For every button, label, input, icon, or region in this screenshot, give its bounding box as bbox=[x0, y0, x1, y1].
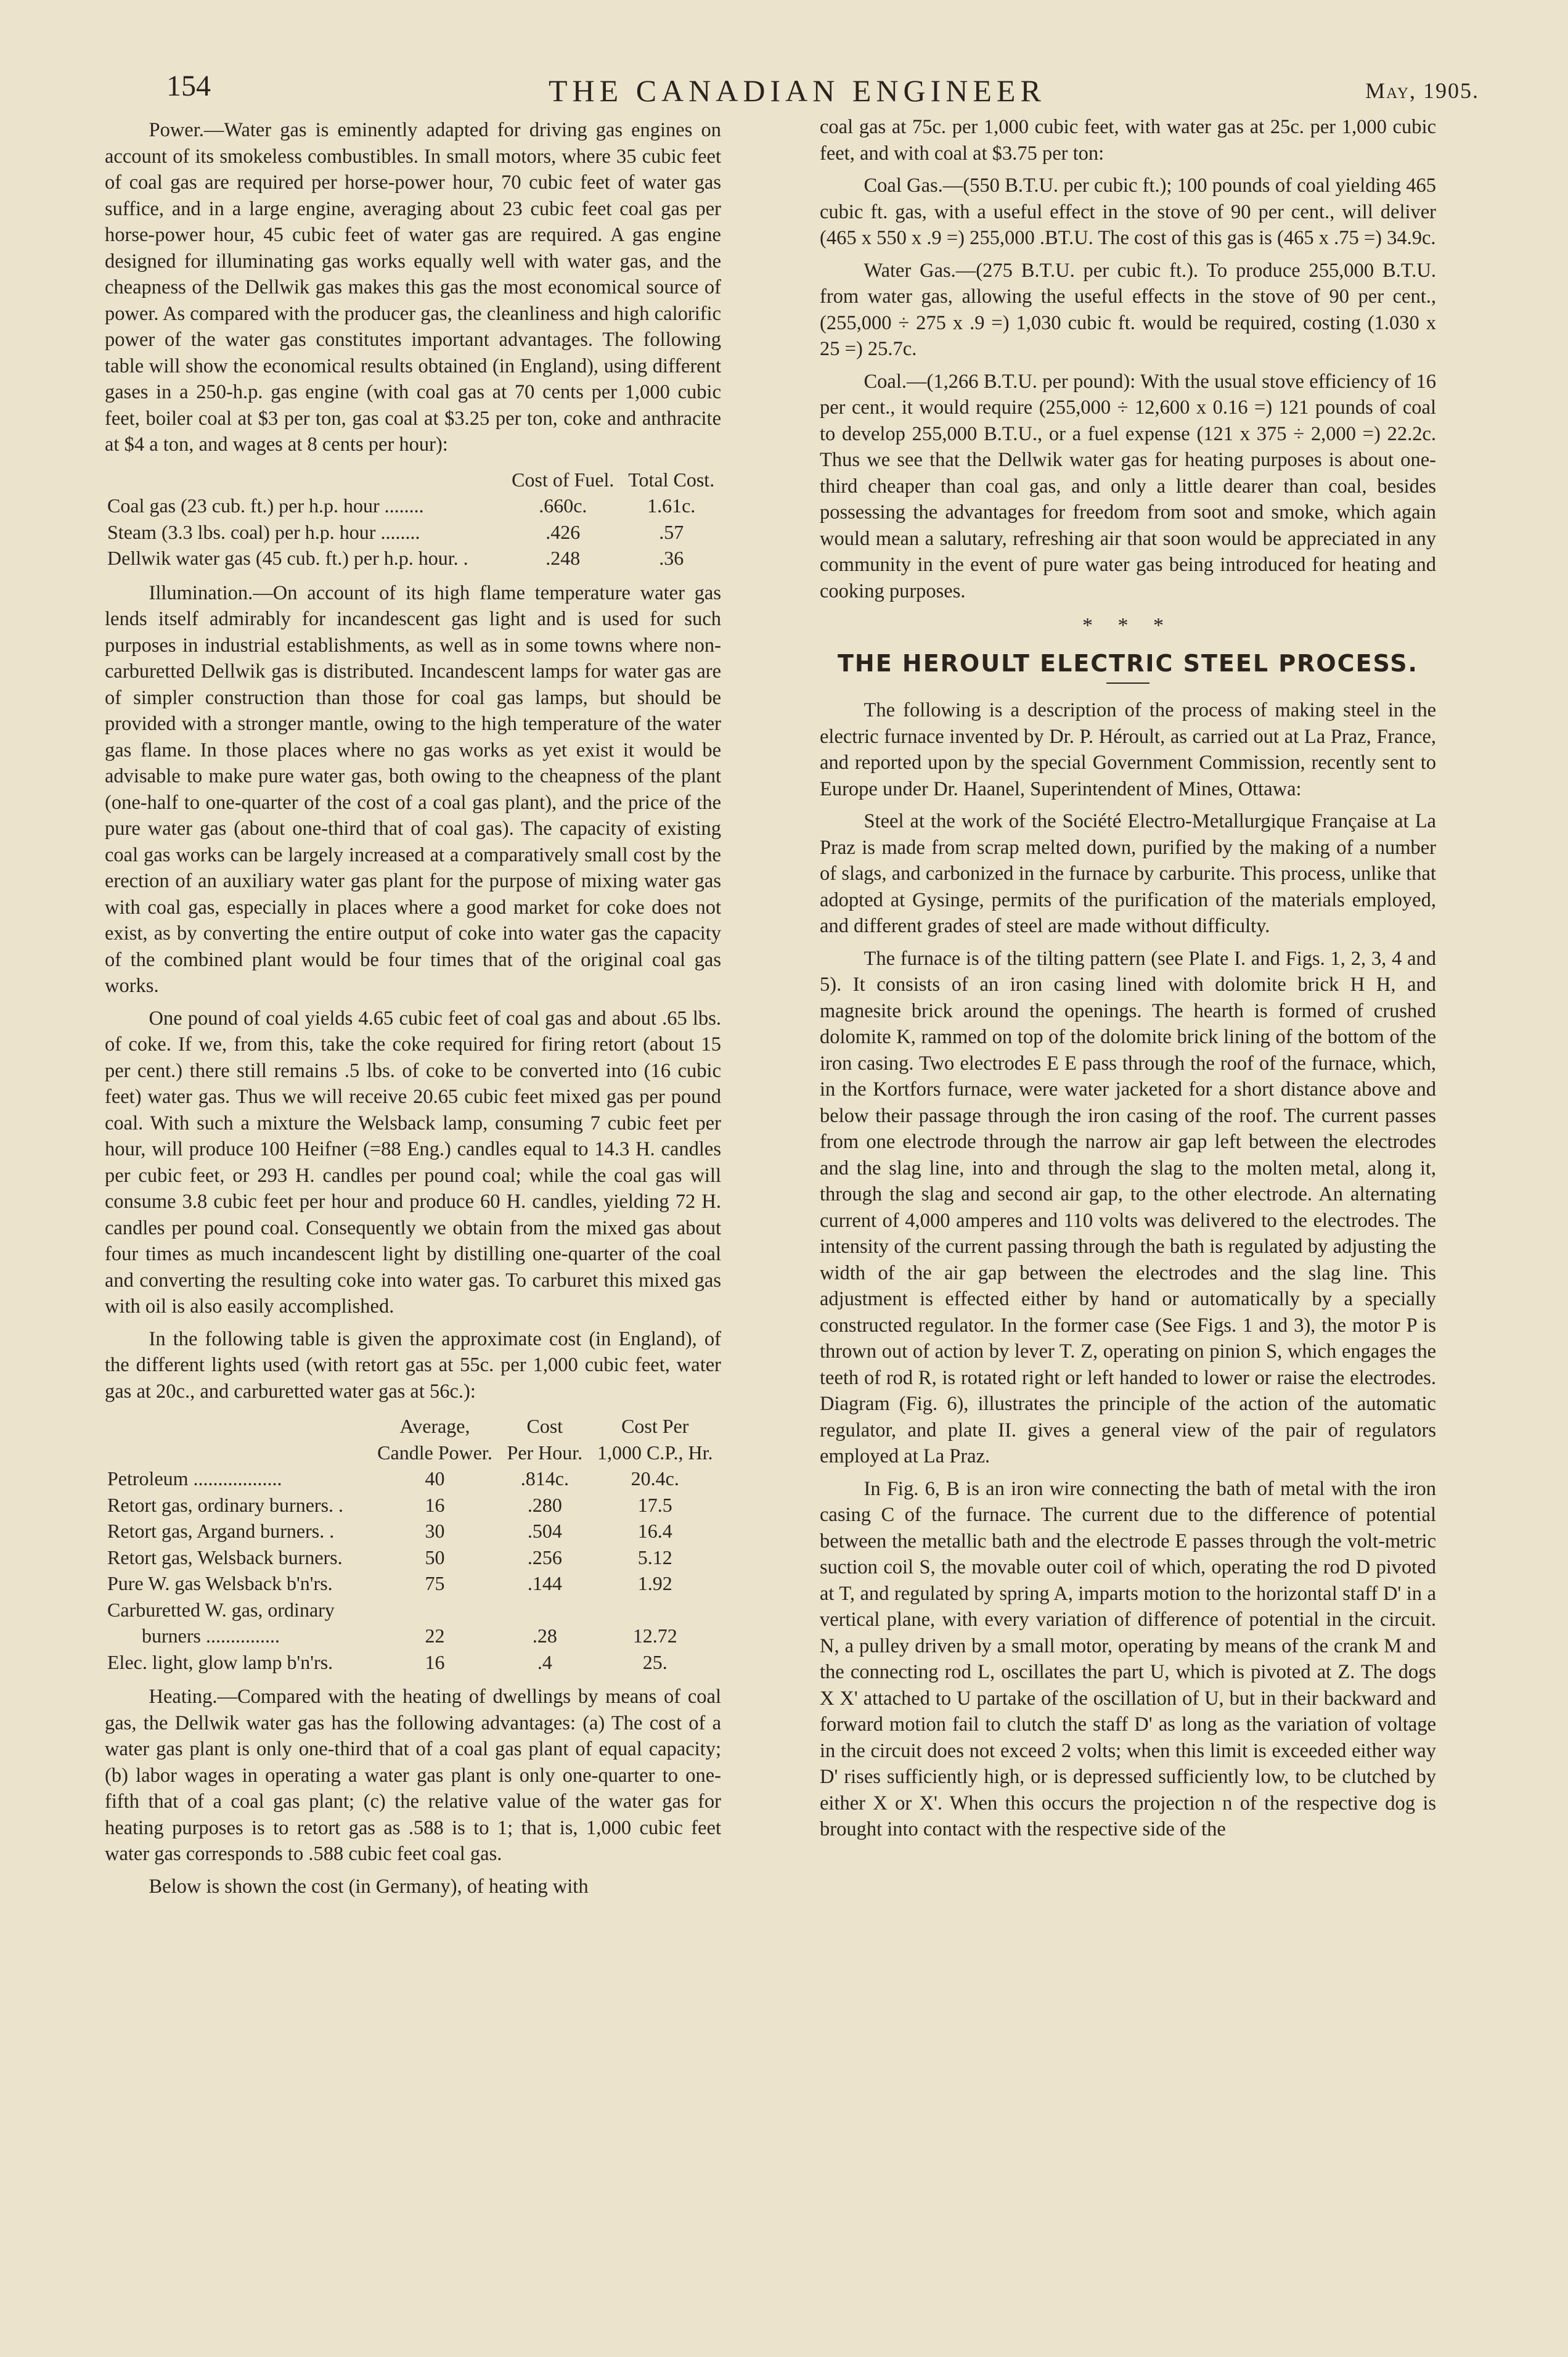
table-cell: 1.61c. bbox=[647, 494, 696, 517]
title-rule bbox=[1106, 683, 1149, 684]
table-row bbox=[105, 519, 721, 546]
table-header-row bbox=[105, 1440, 721, 1466]
table-cell: 25. bbox=[642, 1650, 668, 1673]
table-cell: Elec. light, glow lamp b'n'rs. bbox=[107, 1650, 333, 1673]
table-cell: .504 bbox=[527, 1520, 562, 1542]
table-cell: 30 bbox=[425, 1520, 445, 1542]
table-row bbox=[105, 1465, 721, 1492]
section-divider-stars: * * * bbox=[1082, 614, 1174, 637]
table-cell: .256 bbox=[527, 1546, 562, 1568]
table-cell: Retort gas, Welsback burners. bbox=[107, 1546, 343, 1568]
article-title: THE HEROULT ELECTRIC STEEL PROCESS. bbox=[838, 649, 1418, 677]
paragraph-heating: Heating.—Compared with the heating of dwellings by means of coal gas, the Dellwik water gas has the following advantages: (a) The cost of a water gas plant is only one-third that of a coal gas plant of equal capacity; (b) labor wages in operating a water gas plant is only one-quarter to one-fifth that of a coal gas plant; (c) the relative value of the water gas for heating purposes is to retort gas as .588 is to 1; that is, 1,000 cubic feet water gas corresponds to .588 cubic feet coal gas. bbox=[105, 1686, 721, 1865]
table-cell: Carburetted W. gas, ordinary bbox=[107, 1598, 335, 1621]
table-row bbox=[105, 545, 721, 572]
page-number: 154 bbox=[166, 70, 211, 102]
table-row bbox=[105, 1597, 721, 1623]
paragraph-illumination: Illumination.—On account of its high flame temperature water gas lends itself admirably for incandescent gas light and is used for such purposes in industrial establishments, as well as in some towns where non-carburetted Dellwik gas is distributed. Incandescent lamps for water gas are of simpler construction than those for coal gas lamps, but should be provided with a stronger mantle, owing to the high temperature of the water gas flame. In those places where no gas works as yet exist it would be advisable to make pure water gas, both owing to the cheapness of the plant (one-half to one-quarter of the cost of a coal gas plant), and the price of the pure water gas (about one-third that of coal gas). The capacity of existing coal gas works can be largely increased at a comparatively small cost by the erection of an auxiliary water gas plant for the purpose of mixing water gas with coal gas, especially in places where a good market for coke does not exist, as by converting the entire output of coke into water gas the capacity of the combined plant would be four times that of the original coal gas works. bbox=[105, 581, 721, 997]
table-cell: 16 bbox=[425, 1493, 445, 1516]
table-cell: 22 bbox=[425, 1625, 445, 1647]
paragraph-intro: The following is a description of the process of making steel in the electric furnace invented by Dr. P. Héroult, as carried out at La Praz, France, and reported upon by the special Government Commission, recently sent to Europe under Dr. Haanel, Superintendent of Mines, Ottawa: bbox=[820, 699, 1436, 800]
table-cell: Dellwik water gas (45 cub. ft.) per h.p. hour. . bbox=[107, 547, 468, 569]
table-row bbox=[105, 1518, 721, 1544]
table-cell: .280 bbox=[527, 1493, 562, 1516]
left-column bbox=[105, 117, 721, 1900]
table-row bbox=[105, 1623, 721, 1649]
issue-date: May, 1905. bbox=[1365, 78, 1479, 103]
table-cell: Coal gas (23 cub. ft.) per h.p. hour ........ bbox=[107, 494, 424, 517]
paragraph-power: Power.—Water gas is eminently adapted for driving gas engines on account of its smokeless combustibles. In small motors, where 35 cubic feet of coal gas are required per horse-power hour, 70 cubic feet of water gas suffice, and in a large engine, averaging about 23 cubic feet coal gas per horse-power hour, 45 cubic feet of water gas are required. A gas engine designed for illuminating gas works equally well with water gas, and the cheapness of the Dellwik gas makes this gas the most economical source of power. As compared with the producer gas, the cleanliness and high calorific power of the water gas constitutes important advantages. The following table will show the economical results obtained (in England), using different gases in a 250-h.p. gas engine (with coal gas at 70 cents per 1,000 cubic feet, boiler coal at $3 per ton, gas coal at $3.25 per ton, coke and anthracite at $4 a ton, and wages at 8 cents per hour): bbox=[105, 119, 721, 456]
table-cell: .248 bbox=[545, 547, 581, 569]
table-cell: Retort gas, Argand burners. . bbox=[107, 1520, 335, 1542]
paragraph-below: Below is shown the cost (in Germany), of heating with bbox=[149, 1875, 589, 1898]
table-cell: 17.5 bbox=[637, 1493, 672, 1516]
table-cell: .57 bbox=[659, 520, 684, 543]
table-row bbox=[105, 493, 721, 519]
paragraph-coal: Coal.—(1,266 B.T.U. per pound): With the usual stove efficiency of 16 per cent., it would require (255,000 ÷ 12,600 x 0.16 =) 121 pounds of coal to develop 255,000 B.T.U., or a fuel expense (121 x 375 ÷ 2,000 =) 22.2c. Thus we see that the Dellwik water gas for heating purposes is about one-third cheaper than coal gas, and only a little dearer than coal, besides possessing the advantages for freedom from soot and smoke, which again would mean a salutary, refreshing air that soon would be appreciated in any community in the event of pure water gas being introduced for heating and cooking purposes. bbox=[820, 370, 1436, 602]
paragraph-furnace: The furnace is of the tilting pattern (see Plate I. and Figs. 1, 2, 3, 4 and 5). It consists of an iron casing lined with dolomite brick H H, and magnesite brick around the openings. The hearth is formed of crushed dolomite K, rammed on top of the dolomite brick lining of the bottom of the iron casing. Two electrodes E E pass through the roof of the furnace, which, in the Kortfors furnace, were water jacketed for a short distance above and below their passage through the iron casing of the roof. The current passes from one electrode through the narrow air gap left between the electrodes and the slag line, into and through the slag to the molten metal, along it, through the slag and second air gap, to the other electrode. An alternating current of 4,000 amperes and 110 volts was delivered to the electrodes. The intensity of the current passing through the bath is regulated by adjusting the width of the air gap between the electrodes and the slag line. This adjustment is effected either by hand or automatically by a specially constructed regulator. In the former case (See Figs. 1 and 3), the motor P is thrown out of action by lever T. Z, operating on pinion S, which engages the teeth of rod R, is rotated right or left handed to lower or raise the electrodes. Diagram (Fig. 6), illustrates the principle of the action of the automatic regulator, and plate II. gives a general view of the pair of regulators employed at La Praz. bbox=[820, 947, 1436, 1467]
table-header-row bbox=[105, 1413, 721, 1440]
table-row bbox=[105, 1492, 721, 1519]
table-cell: Steam (3.3 lbs. coal) per h.p. hour ........ bbox=[107, 520, 420, 543]
table-header bbox=[105, 467, 504, 493]
table-row bbox=[105, 1544, 721, 1571]
table-cell: 5.12 bbox=[637, 1546, 672, 1568]
paragraph-coal-yield: One pound of coal yields 4.65 cubic feet of coal gas and about .65 lbs. of coke. If we, from this, take the coke required for firing retort (about 15 per cent.) there still remains .5 lbs. of coke to be converted into (16 cubic feet) water gas. Thus we will receive 20.65 cubic feet mixed gas per pound coal. With such a mixture the Welsback lamp, consuming 7 cubic feet per hour, will produce 100 Heifner (=88 Eng.) candles equal to 14.3 H. candles per cubic feet, or 293 H. candles per pound coal; while the coal gas will consume 3.8 cubic feet per hour and produce 60 H. candles, yielding 72 H. candles per pound coal. Consequently we obtain from the mixed gas about four times as much incandescent light by distilling one-quarter of the coal and converting the resulting coke into water gas. To carburet this mixed gas with oil is also easily accomplished. bbox=[105, 1007, 721, 1318]
fuel-cost-table bbox=[105, 467, 721, 572]
table-cell: 16 bbox=[425, 1650, 445, 1673]
light-cost-table bbox=[105, 1413, 721, 1675]
table-header: Cost bbox=[526, 1415, 563, 1437]
table-cell: 12.72 bbox=[632, 1625, 677, 1647]
table-cell: Petroleum .................. bbox=[107, 1467, 282, 1490]
table-header: Cost of Fuel. bbox=[512, 468, 615, 491]
journal-title: THE CANADIAN ENGINEER bbox=[549, 73, 1046, 108]
table-header: Average, bbox=[399, 1415, 470, 1437]
paragraph-steel: Steel at the work of the Société Electro-Metallurgique Française at La Praz is made from scrap melted down, purified by the making of a number of slags, and carbonized in the furnace by carburite. This process, unlike that adopted at Gysinge, permits of the purification of the materials employed, and different grades of steel are made without difficulty. bbox=[820, 810, 1436, 937]
table-cell: .28 bbox=[532, 1625, 557, 1647]
table-row bbox=[105, 1649, 721, 1676]
table-header: Total Cost. bbox=[628, 468, 715, 491]
table-header: Candle Power. bbox=[377, 1441, 492, 1464]
paragraph-table-intro: In the following table is given the approximate cost (in England), of the different lights used (with retort gas at 55c. per 1,000 cubic feet, water gas at 20c., and carburetted water gas at 56c.): bbox=[105, 1327, 721, 1403]
table-cell: .4 bbox=[537, 1650, 552, 1673]
right-column bbox=[820, 114, 1436, 1843]
table-cell: .426 bbox=[545, 520, 581, 543]
table-cell bbox=[500, 1597, 589, 1623]
table-header bbox=[105, 1413, 369, 1440]
paragraph-fig6: In Fig. 6, B is an iron wire connecting the bath of metal with the iron casing C of the furnace. The current due to the difference of potential between the metallic bath and the electrode E passes through the volt-metric suction coil S, the movable outer coil of which, operating the rod D pivoted at T, and regulated by spring A, imparts motion to the horizontal staff D' in a vertical plane, with every variation of difference of potential in the circuit. N, a pulley driven by a small motor, operating by means of the crank M and the connecting rod L, oscillates the part U, which is pivoted at Z. The dogs X X' attached to U partake of the oscillation of U, but in their backward and forward motion fail to clutch the staff D' as long as the variation of voltage in the circuit does not exceed 2 volts; when this limit is exceeded either way D' rises sufficiently high, or is depressed sufficiently low, to be clutched by either X or X'. When this occurs the projection n of the respective dog is brought into contact with the respective side of the bbox=[820, 1477, 1436, 1840]
table-cell: 20.4c. bbox=[631, 1467, 679, 1490]
table-cell: Pure W. gas Welsback b'n'rs. bbox=[107, 1572, 333, 1594]
page-header bbox=[166, 69, 1479, 112]
table-cell: 50 bbox=[425, 1546, 445, 1568]
table-cell: burners ............... bbox=[142, 1625, 280, 1647]
paragraph-continued: coal gas at 75c. per 1,000 cubic feet, with water gas at 25c. per 1,000 cubic feet, and with coal at $3.75 per ton: bbox=[820, 116, 1436, 165]
table-cell: .660c. bbox=[539, 494, 587, 517]
table-row bbox=[105, 1570, 721, 1597]
table-cell bbox=[369, 1597, 500, 1623]
table-cell: .36 bbox=[659, 547, 684, 569]
table-cell: 40 bbox=[425, 1467, 445, 1490]
table-cell: .144 bbox=[527, 1572, 562, 1594]
table-header: Per Hour. bbox=[507, 1441, 583, 1464]
table-cell bbox=[589, 1597, 721, 1623]
table-cell: 1.92 bbox=[637, 1572, 672, 1594]
table-header: 1,000 C.P., Hr. bbox=[597, 1441, 713, 1464]
paragraph-water-gas: Water Gas.—(275 B.T.U. per cubic ft.). To produce 255,000 B.T.U. from water gas, allowing the useful effects in the stove of 90 per cent., (255,000 ÷ 275 x .9 =) 1,030 cubic ft. would be required, costing (1.030 x 25 =) 25.7c. bbox=[820, 259, 1436, 360]
table-header bbox=[105, 1440, 369, 1466]
table-cell: 16.4 bbox=[637, 1520, 672, 1542]
table-cell: Retort gas, ordinary burners. . bbox=[107, 1493, 344, 1516]
table-header: Cost Per bbox=[621, 1415, 689, 1437]
table-cell: 75 bbox=[425, 1572, 445, 1594]
paragraph-coal-gas: Coal Gas.—(550 B.T.U. per cubic ft.); 100 pounds of coal yielding 465 cubic ft. gas, with a useful effect in the stove of 90 per cent., will deliver (465 x 550 x .9 =) 255,000 .BT.U. The cost of this gas is (465 x .75 =) 34.9c. bbox=[820, 174, 1436, 249]
table-cell: .814c. bbox=[520, 1467, 569, 1490]
table-header-row bbox=[105, 467, 721, 493]
